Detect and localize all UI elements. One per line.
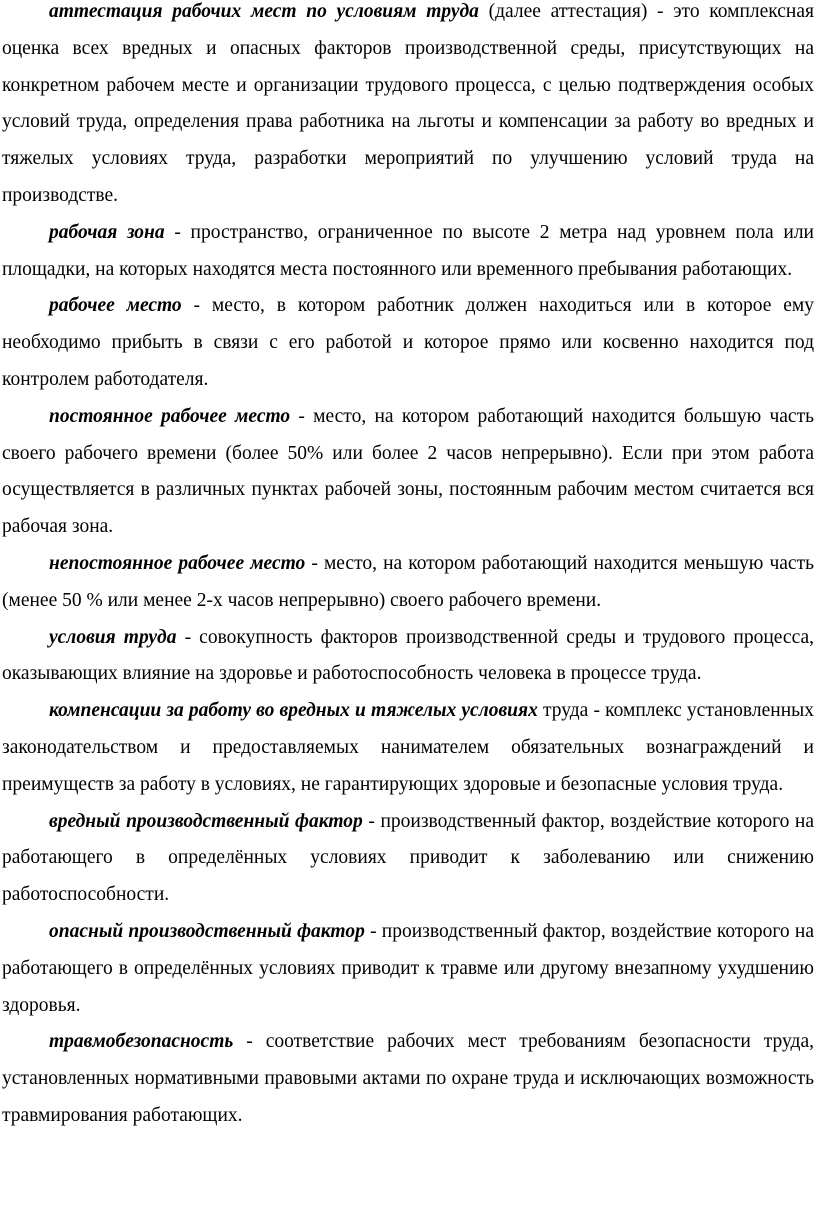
definition-paragraph xyxy=(2,288,814,398)
definition-paragraph xyxy=(2,399,814,546)
definition-term: компенсации за работу во вредных и тяжелых условиях xyxy=(49,700,538,722)
definition-term: травмобезопасность xyxy=(49,1031,234,1053)
definition-text: - производственный фактор, воздействие которого на работающего в определённых условиях приводит к травме или другому внезапному ухудшению здоровья. xyxy=(2,920,814,1016)
definition-term: постоянное рабочее место xyxy=(49,405,291,427)
definition-term: непостоянное рабочее место xyxy=(49,552,306,574)
definition-paragraph xyxy=(2,0,814,215)
definition-paragraph xyxy=(2,804,814,914)
definition-paragraph xyxy=(2,914,814,1024)
definition-paragraph xyxy=(2,693,814,803)
definition-term: рабочее место xyxy=(49,295,182,317)
definition-text: труда - комплекс установленных законодательством и предоставляемых нанимателем обязательных вознаграждений и преимуществ за работу в условиях, не гарантирующих здоровые и безопасные условия труда. xyxy=(2,700,814,795)
definition-term: опасный производственный фактор xyxy=(49,920,365,942)
definition-text: - место, в котором работник должен находиться или в которое ему необходимо прибыть в связи с его работой и которое прямо или косвенно находится под контролем работодателя. xyxy=(2,295,814,390)
definition-text: - пространство, ограниченное по высоте 2 метра над уровнем пола или площадки, на которых находятся места постоянного или временного пребывания работающих. xyxy=(2,221,814,280)
definition-paragraph xyxy=(2,546,814,620)
definition-text: - производственный фактор, воздействие которого на работающего в определённых условиях приводит к заболеванию или снижению работоспособности. xyxy=(2,810,814,906)
definition-paragraph xyxy=(2,620,814,694)
definition-term: рабочая зона xyxy=(49,221,165,243)
definition-paragraph xyxy=(2,215,814,289)
definition-text: - место, на котором работающий находится меньшую часть (менее 50 % или менее 2-х часов непрерывно) своего рабочего времени. xyxy=(2,552,814,611)
definition-term: аттестация рабочих мест по условиям труда xyxy=(49,1,479,22)
definition-text: - место, на котором работающий находится большую часть своего рабочего времени (более 50% или более 2 часов непрерывно). Если при этом работа осуществляется в различных пунктах рабочей зоны, постоянным рабочим местом считается вся рабочая зона. xyxy=(2,405,814,538)
definition-paragraph xyxy=(2,1024,814,1134)
definition-term: условия труда xyxy=(49,626,177,648)
definition-term: вредный производственный фактор xyxy=(49,810,363,832)
definition-text: (далее аттестация) - это комплексная оценка всех вредных и опасных факторов производственной среды, присутствующих на конкретном рабочем месте и организации трудового процесса, с целью подтверждения особых условий труда, определения права работника на льготы и компенсации за работу во вредных и тяжелых условиях труда, разработки мероприятий по улучшению условий труда на производстве. xyxy=(2,1,814,206)
definition-text: - соответствие рабочих мест требованиям безопасности труда, установленных нормативными правовыми актами по охране труда и исключающих возможность травмирования работающих. xyxy=(2,1031,814,1126)
definition-text: - совокупность факторов производственной среды и трудового процесса, оказывающих влияние на здоровье и работоспособность человека в процессе труда. xyxy=(2,626,815,685)
